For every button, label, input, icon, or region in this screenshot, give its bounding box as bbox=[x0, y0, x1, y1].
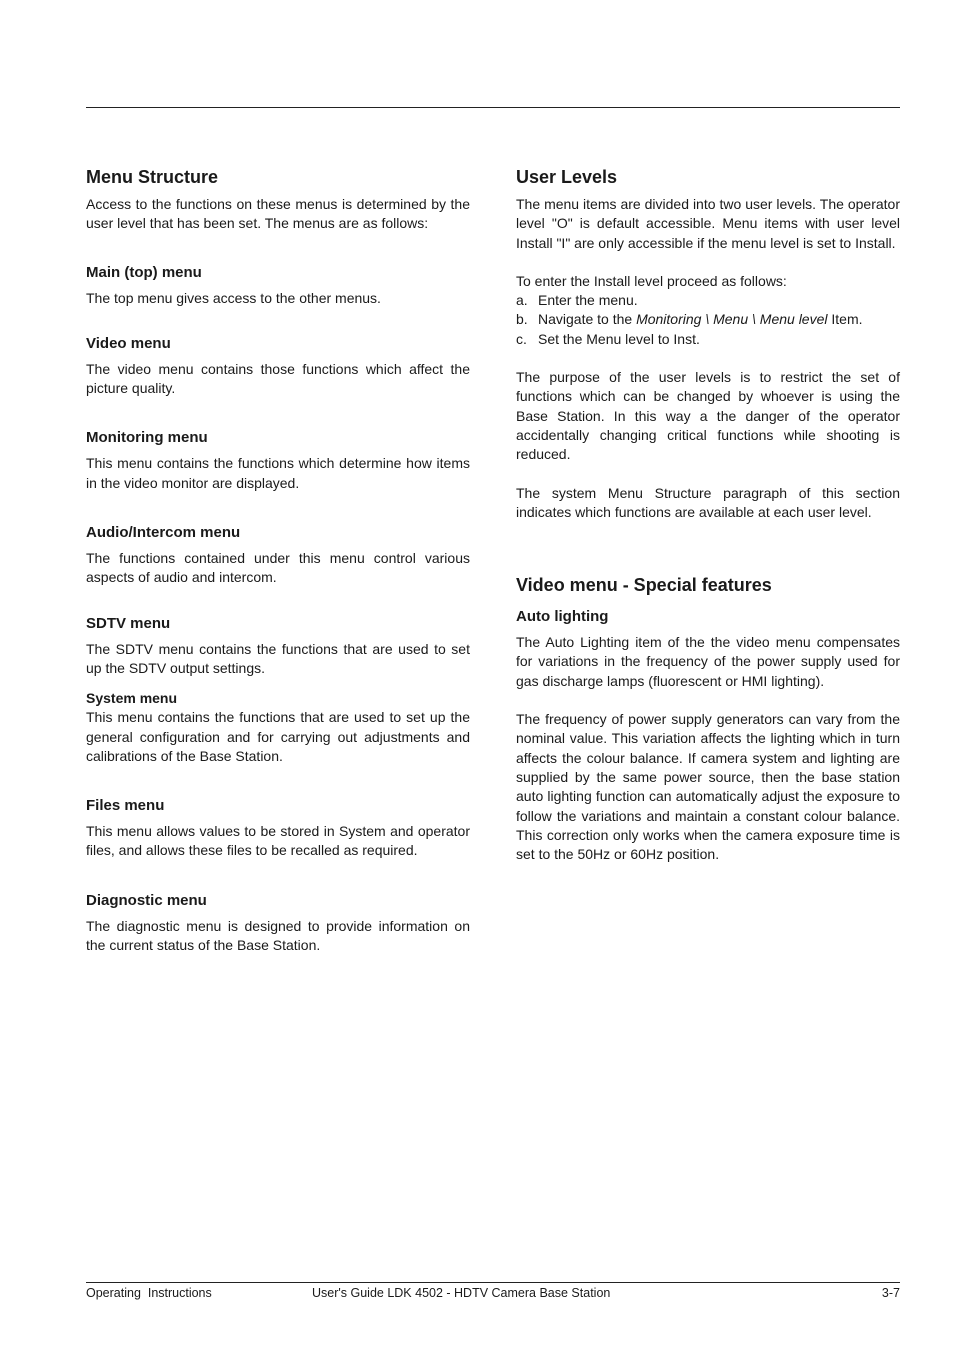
section-audio-intercom-menu bbox=[86, 523, 470, 588]
list-item bbox=[516, 291, 900, 310]
menu-structure-column bbox=[86, 166, 470, 981]
section-diagnostic-menu bbox=[86, 891, 470, 956]
header-rule bbox=[86, 107, 900, 108]
section-heading: Main (top) menu bbox=[86, 263, 202, 281]
install-level-intro: To enter the Install level proceed as follows: bbox=[516, 272, 787, 289]
auto-lighting-paragraph: The Auto Lighting item of the the video menu compensates for variations in the frequency of the power supply used for gas discharge lamps (fluorescent or HMI lighting). bbox=[516, 634, 900, 689]
step-text-end: Item. bbox=[827, 311, 863, 328]
step-text: Enter the menu. bbox=[538, 292, 638, 309]
section-heading: Audio/Intercom menu bbox=[86, 524, 241, 542]
step-marker: b. bbox=[516, 311, 528, 328]
section-body: The functions contained under this menu control various aspects of audio and intercom. bbox=[86, 550, 470, 586]
user-levels-purpose: The purpose of the user levels is to restrict the set of functions which can be changed by whoever is using the Base Station. In this way a the danger of the operator accidentally changing critical functions while shooting is reduced. bbox=[516, 369, 900, 463]
section-video-menu bbox=[86, 334, 470, 399]
section-body: This menu contains the functions which determine how items in the video monitor are displayed. bbox=[86, 455, 470, 491]
footer-section-label: Operating Instructions bbox=[86, 1286, 212, 1300]
section-heading: Files menu bbox=[86, 797, 165, 815]
section-body: This menu allows values to be stored in System and operator files, and allows these files to be recalled as required. bbox=[86, 823, 470, 859]
section-heading: SDTV menu bbox=[86, 614, 171, 632]
step-marker: a. bbox=[516, 292, 528, 309]
auto-lighting-heading: Auto lighting bbox=[516, 608, 609, 626]
power-supply-paragraph: The frequency of power supply generators can vary from the nominal value. This variation affects the lighting which in turn affects the colour balance. If camera system and lighting are supplied by the same power source, then the base station auto lighting function can automatically adjust the exposure to follow the variations and maintain a constant colour balance. This correction only works when the camera exposure time is set to the 50Hz or 60Hz position. bbox=[516, 711, 900, 863]
section-heading: System menu bbox=[86, 690, 178, 707]
list-item bbox=[516, 330, 900, 349]
menu-path: Monitoring \ Menu \ Menu level bbox=[636, 311, 828, 328]
section-system-menu bbox=[86, 689, 470, 766]
section-body: The top menu gives access to the other menus. bbox=[86, 289, 381, 306]
section-sdtv-menu bbox=[86, 614, 470, 679]
list-item bbox=[516, 310, 900, 329]
section-main-menu bbox=[86, 263, 470, 308]
menu-structure-title: Menu Structure bbox=[86, 167, 219, 187]
section-heading: Monitoring menu bbox=[86, 429, 208, 447]
install-steps-list bbox=[516, 291, 900, 349]
user-levels-paragraph: The menu items are divided into two user levels. The operator level "O" is default accessible. Menu items with user level Install "I" are only accessible if the menu level is set to Install. bbox=[516, 196, 900, 251]
section-body: The diagnostic menu is designed to provide information on the current status of the Base Station. bbox=[86, 917, 470, 954]
step-text: Set the Menu level to Inst. bbox=[538, 330, 700, 347]
page-number: 3-7 bbox=[881, 1286, 900, 1300]
menu-structure-intro: Access to the functions on these menus is determined by the user level that has been set. The menus are as follows: bbox=[86, 196, 470, 232]
user-levels-reference: The system Menu Structure paragraph of this section indicates which functions are available at each user level. bbox=[516, 484, 900, 520]
section-body: This menu contains the functions that are used to set up the general configuration and for carrying out adjustments and calibrations of the Base Station. bbox=[86, 709, 470, 764]
step-text: Navigate to the bbox=[538, 311, 637, 328]
footer-rule bbox=[86, 1282, 900, 1283]
section-monitoring-menu bbox=[86, 428, 470, 493]
user-levels-title: User Levels bbox=[516, 167, 618, 187]
section-body: The SDTV menu contains the functions that are used to set up the SDTV output settings. bbox=[86, 640, 470, 676]
section-heading: Video menu bbox=[86, 334, 171, 352]
section-files-menu bbox=[86, 796, 470, 861]
section-body: The video menu contains those functions which affect the picture quality. bbox=[86, 360, 470, 397]
video-special-title: Video menu - Special features bbox=[516, 575, 772, 596]
right-column bbox=[516, 166, 900, 864]
step-marker: c. bbox=[516, 330, 527, 347]
section-heading: Diagnostic menu bbox=[86, 891, 207, 909]
footer-document-title: User's Guide LDK 4502 - HDTV Camera Base Station bbox=[312, 1286, 611, 1300]
